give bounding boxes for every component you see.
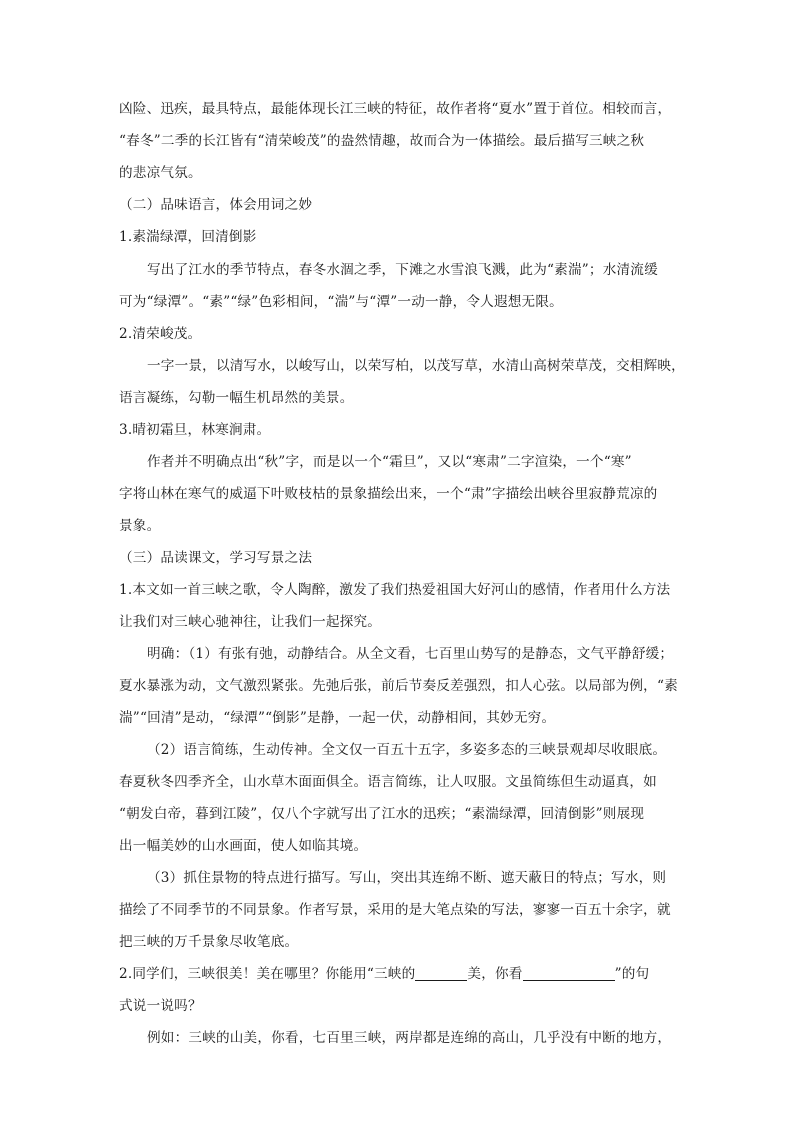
body-line: （3）抓住景物的特点进行描写。写山，突出其连绵不断、遮天蔽日的特点；写水，则	[147, 870, 667, 886]
subheading: 1.素湍绿潭，回清倒影	[119, 229, 257, 245]
fill-in-blank	[415, 965, 467, 981]
body-line: 可为“绿潭”。“素”“绿”色彩相间，“湍”与“潭”一动一静，令人遐想无限。	[119, 294, 563, 310]
body-line: 1.本文如一首三峡之歌，令人陶醉，激发了我们热爱祖国大好河山的感情，作者用什么方法	[119, 582, 671, 598]
body-line: 让我们对三峡心驰神往，让我们一起探究。	[119, 614, 382, 630]
question-text: 美，你看	[467, 966, 523, 982]
question-line: 式说一说吗？	[119, 998, 202, 1014]
body-line: 春夏秋冬四季齐全，山水草木面面俱全。语言简练，让人叹服。文虽简练但生动逼真，如	[119, 774, 657, 790]
question-text: ”的句	[614, 966, 650, 982]
question-text: 2.同学们，三峡很美！美在哪里？你能用“三峡的	[119, 966, 416, 982]
fill-in-blank	[523, 965, 615, 981]
body-line: “朝发白帝，暮到江陵”，仅八个字就写出了江水的迅疾；“素湍绿潭，回清倒影”则展现	[119, 806, 645, 822]
body-line: 描绘了不同季节的不同景象。作者写景，采用的是大笔点染的写法，寥寥一百五十余字，就	[119, 902, 671, 918]
section-heading: （二）品味语言，体会用词之妙	[119, 197, 313, 213]
body-line: 明确：（1）有张有弛，动静结合。从全文看，七百里山势写的是静态，文气平静舒缓；	[147, 646, 674, 662]
body-line: （2）语言简练，生动传神。全文仅一百五十五字，多姿多态的三峡景观却尽收眼底。	[147, 742, 667, 758]
body-line: 的悲凉气氛。	[119, 165, 202, 181]
body-line: 凶险、迅疾，最具特点，最能体现长江三峡的特征，故作者将“夏水”置于首位。相较而言，	[119, 101, 672, 117]
body-line: 景象。	[119, 518, 161, 534]
question-line	[119, 964, 649, 984]
body-line: 语言凝练，勾勒一幅生机昂然的美景。	[119, 390, 354, 406]
section-heading: （三）品读课文，学习写景之法	[119, 550, 313, 566]
body-line: 湍”“回清”是动，“绿潭”“倒影”是静，一起一伏，动静相间，其妙无穷。	[119, 710, 556, 726]
body-line: 字将山林在寒气的威逼下叶败枝枯的景象描绘出来，一个“肃”字描绘出峡谷里寂静荒凉的	[119, 486, 658, 502]
subheading: 3.晴初霜旦，林寒涧肃。	[119, 422, 271, 438]
body-line: “春冬”二季的长江皆有“清荣峻茂”的盎然情趣，故而合为一体描绘。最后描写三峡之秋	[119, 133, 645, 149]
body-line: 写出了江水的季节特点，春冬水涸之季，下滩之水雪浪飞溅，此为“素湍”；水清流缓	[147, 262, 658, 278]
body-line: 作者并不明确点出“秋”字，而是以一个“霜旦”，又以“寒肃”二字渲染，一个“寒”	[147, 454, 632, 470]
example-line: 例如：三峡的山美，你看，七百里三峡，两岸都是连绵的高山，几乎没有中断的地方，	[147, 1030, 672, 1046]
body-line: 夏水暴涨为动，文气激烈紧张。先弛后张，前后节奏反差强烈，扣人心弦。以局部为例，“素	[119, 678, 678, 694]
body-line: 把三峡的万千景象尽收笔底。	[119, 934, 299, 950]
body-line: 一字一景，以清写水，以峻写山，以荣写柏，以茂写草，水清山高树荣草茂，交相辉映，	[147, 358, 685, 374]
subheading: 2.清荣峻茂。	[119, 326, 202, 342]
body-line: 出一幅美妙的山水画面，使人如临其境。	[119, 838, 368, 854]
